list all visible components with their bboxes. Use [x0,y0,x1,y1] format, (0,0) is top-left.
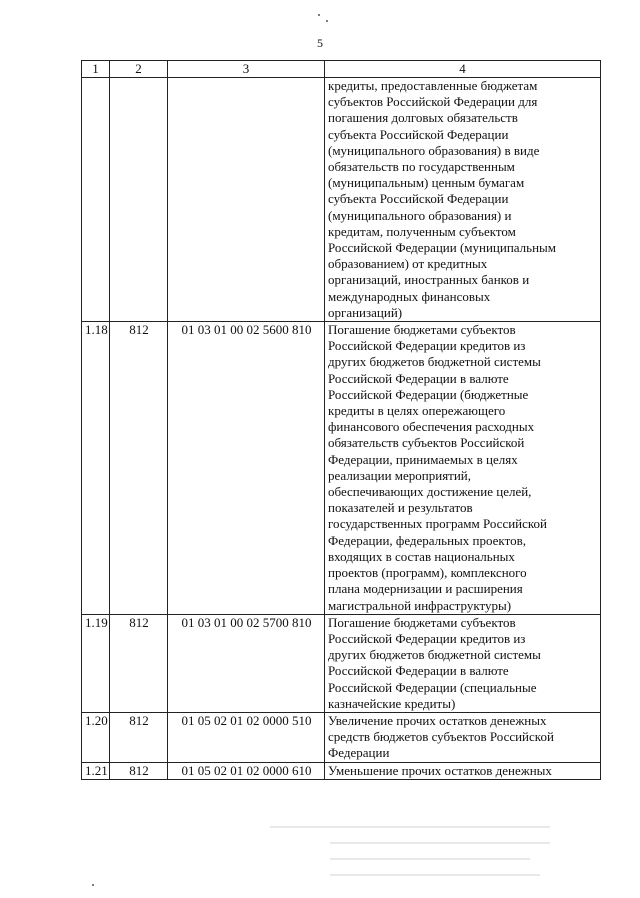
classification-code [168,78,325,322]
table-row [82,614,601,712]
row-description [325,78,601,322]
classification-code: 01 05 02 01 02 0000 610 [168,762,325,779]
scan-bleed-through [330,874,540,876]
scan-bleed-through [330,842,550,844]
table-header-row [82,61,601,78]
scan-bleed-through [270,826,550,828]
classification-code: 01 03 01 00 02 5700 810 [168,614,325,712]
table-row [82,762,601,779]
row-number: 1.18 [82,322,110,615]
row-description [325,762,601,779]
description-text: Погашение бюджетами субъектов Российской Федерации кредитов из других бюджетов бюджетной системы Российской Федерации в валюте Российской Федерации (специальные казначейские кредиты) [328,614,541,711]
scan-speck [92,884,94,886]
table-row [82,322,601,615]
classification-code: 01 03 01 00 02 5600 810 [168,322,325,615]
row-number: 1.19 [82,614,110,712]
budget-classification-table [81,60,601,780]
classification-code: 01 05 02 01 02 0000 510 [168,712,325,762]
description-text: кредиты, предоставленные бюджетам субъектов Российской Федерации для погашения долговых обязательств субъекта Российской Федерации (муниципального образования) в виде обязательств по государственным (муниципальным) ценным бумагам субъекта Российской Федерации (муниципального образования) и кредитам, полученным субъектом Российской Федерации (муниципальным образованием) от кредитных организаций, иностранных банков и международных финансовых организаций) [328,78,557,320]
scan-speck [326,20,328,22]
admin-code [110,78,168,322]
table-row [82,78,601,322]
scan-speck [318,14,320,16]
page-number: 5 [317,36,323,50]
row-number: 1.21 [82,762,110,779]
scan-bleed-through [330,858,530,860]
header-col-3: 3 [168,61,325,78]
header-col-2: 2 [110,61,168,78]
table-row [82,712,601,762]
description-text: Увеличение прочих остатков денежных средств бюджетов субъектов Российской Федерации [328,712,554,761]
row-description [325,322,601,615]
admin-code: 812 [110,712,168,762]
header-col-1: 1 [82,61,110,78]
row-description [325,712,601,762]
row-description [325,614,601,712]
admin-code: 812 [110,614,168,712]
admin-code: 812 [110,322,168,615]
description-text: Погашение бюджетами субъектов Российской Федерации кредитов из других бюджетов бюджетной системы Российской Федерации в валюте Российской Федерации (бюджетные кредиты в целях опережающего финансового обеспечения расходных обязательств субъектов Российской Федерации, принимаемых в целях реализации мероприятий, обеспечивающих достижение целей, показателей и результатов государственных программ Российской Федерации, федеральных проектов, входящих в состав национальных проектов (программ), комплексного плана модернизации и расширения магистральной инфраструктуры) [328,322,548,613]
row-number: 1.20 [82,712,110,762]
row-number [82,78,110,322]
header-col-4: 4 [325,61,601,78]
admin-code: 812 [110,762,168,779]
description-text: Уменьшение прочих остатков денежных [328,762,552,778]
